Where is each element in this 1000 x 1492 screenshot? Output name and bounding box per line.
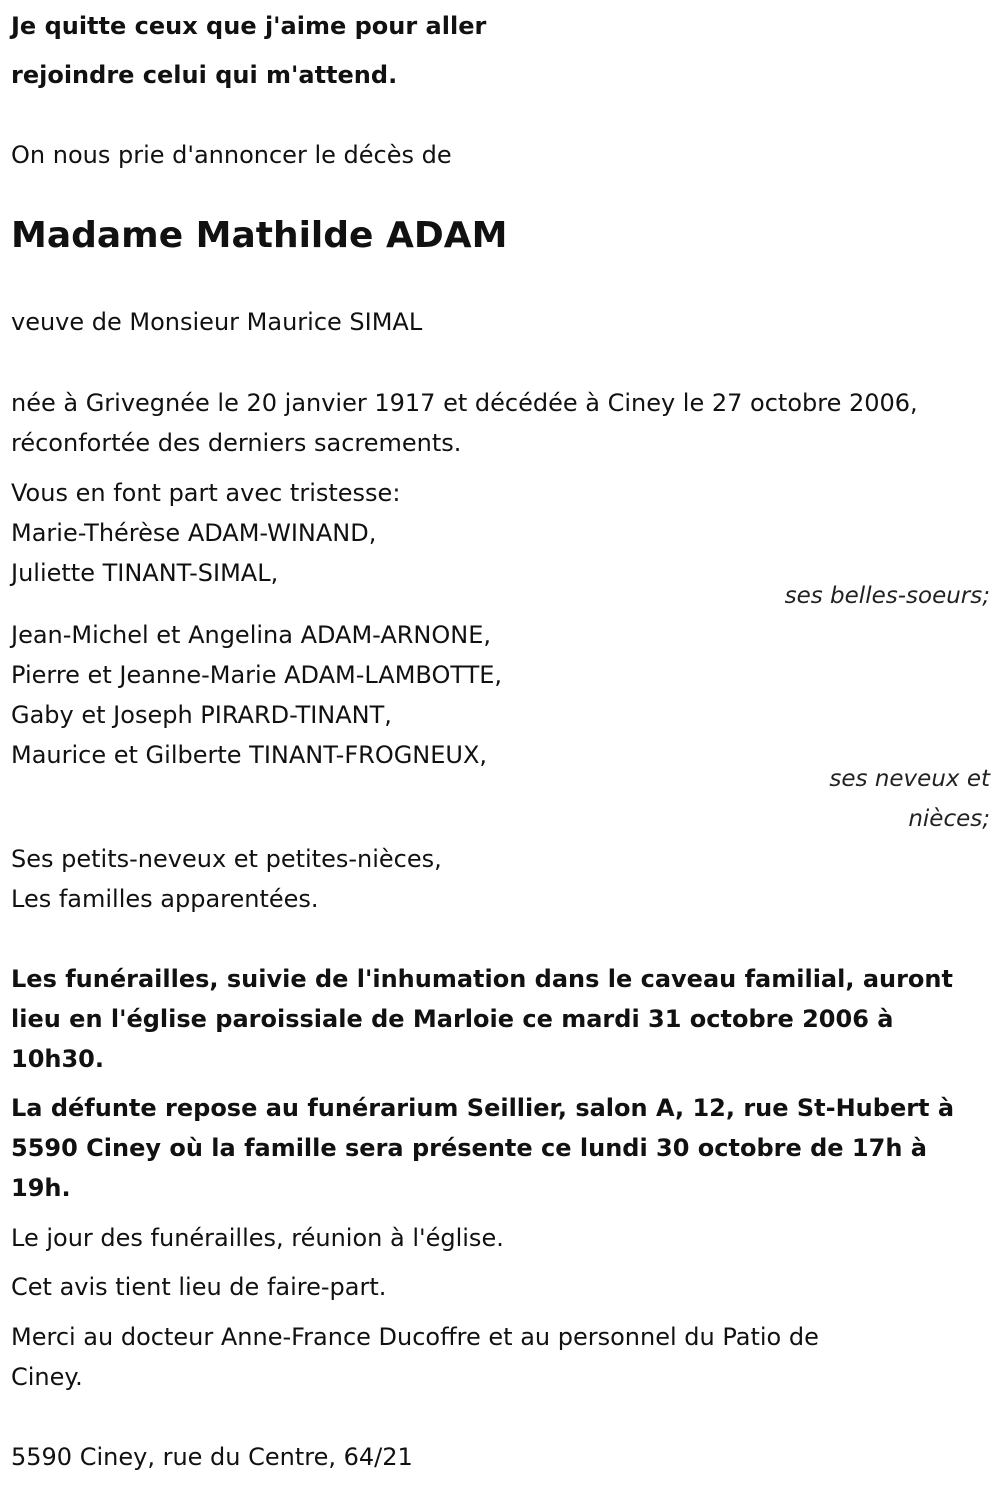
- nephews-nieces-list: [11, 615, 990, 775]
- rest-info: [11, 1088, 990, 1208]
- address: 5590 Ciney, rue du Centre, 64/21: [11, 1443, 413, 1471]
- epitaph: [11, 2, 990, 100]
- birth-death: [11, 383, 990, 463]
- funeral-line: lieu en l'église paroissiale de Marloie ce mardi 31 octobre 2006 à: [11, 1005, 894, 1033]
- family-member: Maurice et Gilberte TINANT-FROGNEUX,: [11, 741, 488, 769]
- birth-death-line: née à Grivegnée le 20 janvier 1917 et décédée à Ciney le 27 octobre 2006,: [11, 389, 918, 417]
- funeral-info: [11, 959, 990, 1079]
- epitaph-line: Je quitte ceux que j'aime pour aller: [11, 12, 487, 40]
- relation-label: ses belles-soeurs;: [784, 583, 990, 609]
- rest-line: 19h.: [11, 1174, 71, 1202]
- thanks: [11, 1317, 990, 1397]
- family-member: Marie-Thérèse ADAM-WINAND,: [11, 519, 377, 547]
- birth-death-line: réconfortée des derniers sacrements.: [11, 429, 462, 457]
- family-member: Pierre et Jeanne-Marie ADAM-LAMBOTTE,: [11, 661, 503, 689]
- funeral-line: 10h30.: [11, 1045, 104, 1073]
- relation-line: ses neveux et: [829, 766, 990, 792]
- family-member: Juliette TINANT-SIMAL,: [11, 559, 279, 587]
- other-family: [11, 839, 990, 919]
- relation-line: nièces;: [908, 806, 990, 832]
- funeral-line: Les funérailles, suivie de l'inhumation dans le caveau familial, auront: [11, 965, 953, 993]
- rest-line: La défunte repose au funérarium Seillier, salon A, 12, rue St-Hubert à: [11, 1094, 955, 1122]
- epitaph-line: rejoindre celui qui m'attend.: [11, 61, 398, 89]
- relation-label: [11, 759, 990, 839]
- family-intro: Vous en font part avec tristesse:: [11, 479, 401, 507]
- family-member: Jean-Michel et Angelina ADAM-ARNONE,: [11, 621, 491, 649]
- thanks-line: Ciney.: [11, 1363, 83, 1391]
- announcement: On nous prie d'annoncer le décès de: [11, 141, 452, 169]
- widow-of: veuve de Monsieur Maurice SIMAL: [11, 308, 423, 336]
- deceased-name: Madame Mathilde ADAM: [11, 215, 508, 256]
- thanks-line: Merci au docteur Anne-France Ducoffre et au personnel du Patio de: [11, 1323, 819, 1351]
- meeting-info: Le jour des funérailles, réunion à l'église.: [11, 1224, 504, 1252]
- rest-line: 5590 Ciney où la famille sera présente ce lundi 30 octobre de 17h à: [11, 1134, 927, 1162]
- family-member: Gaby et Joseph PIRARD-TINANT,: [11, 701, 392, 729]
- family-member: Ses petits-neveux et petites-nièces,: [11, 845, 442, 873]
- notice-info: Cet avis tient lieu de faire-part.: [11, 1273, 387, 1301]
- family-member: Les familles apparentées.: [11, 885, 319, 913]
